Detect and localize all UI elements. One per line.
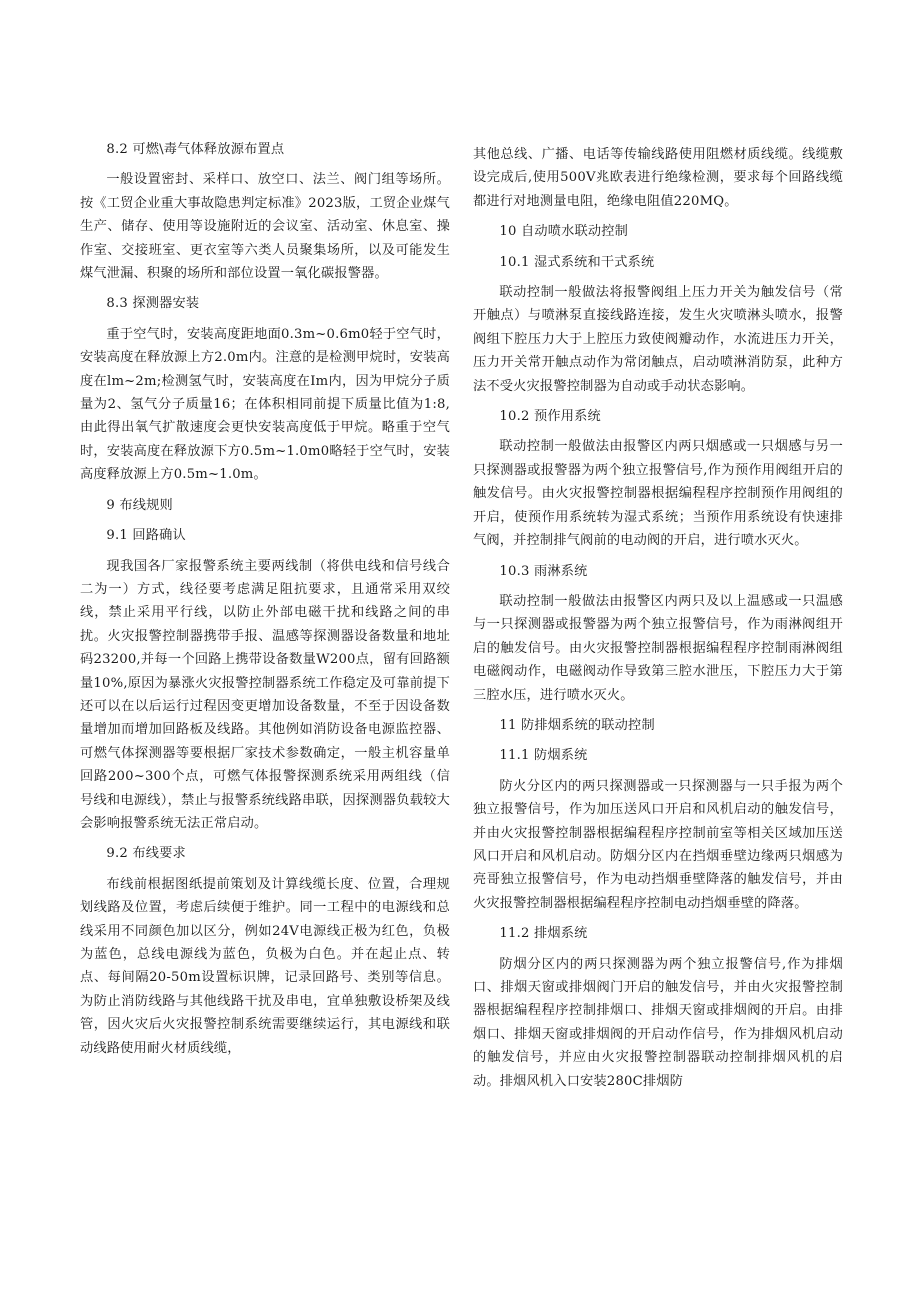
section-heading: 11.2 排烟系统 [499, 926, 588, 942]
section-heading: 10.1 湿式系统和干式系统 [499, 254, 655, 270]
section-heading: 8.2 可燃\毒气体释放源布置点 [106, 142, 285, 157]
section-heading: 9.1 回路确认 [106, 528, 186, 544]
paragraph: 一般设置密封、采样口、放空口、法兰、阀门组等场所。按《工贸企业重大事故隐患判定标准》2023版，工贸企业煤气生产、储存、使用等设施附近的会议室、活动室、休息室、操作室、交接班室、更衣室等六类人员聚集场所，以及可能发生煤气泄漏、积聚的场所和部位设置一氧化碳报警器。 [80, 172, 450, 282]
paragraph: 防烟分区内的两只探测器为两个独立报警信号,作为排烟口、排烟天窗或排烟阀门开启的触发信号，并由火灾报警控制器根据编程程序控制排烟口、排烟天窗或排烟阀的开启。由排烟口、排烟天窗或排烟阀的开启动作信号，作为排烟风机启动的触发信号，并应由火灾报警控制器联动控制排烟风机的启动。排烟风机入口安装280C排烟防 [473, 956, 843, 1089]
section-heading: 8.3 探测器安装 [106, 296, 200, 312]
section-heading: 9 布线规则 [106, 497, 173, 513]
left-column [80, 138, 450, 1067]
paragraph: 防火分区内的两只探测器或一只探测器与一只手报为两个独立报警信号，作为加压送风口开启和风机启动的触发信号，并由火灾报警控制器根据编程程序控制前室等相关区域加压送风口开启和风机启动。防烟分区内在挡烟垂壁边缘两只烟感为亮哥独立报警信号，作为电动挡烟垂壁降落的触发信号，并由火灾报警控制器根据编程程序控制电动挡烟垂壁的降落。 [473, 778, 843, 911]
paragraph-continued: 其他总线、广播、电话等传输线路使用阻燃材质线缆。线缆敷设完成后,使用500V兆欧表进行绝缘检测，要求每个回路线缆都进行对地测量电阻，绝缘电阻值220MQ。 [473, 147, 843, 209]
section-heading: 9.2 布线要求 [106, 846, 186, 862]
paragraph: 联动控制一般做法将报警阀组上压力开关为触发信号（常开触点）与喷淋泵直接线路连接，发生火灾喷淋头喷水，报警阀组下腔压力大于上腔压力致使阀瓣动作，水流进压力开关，压力开关常开触点动作为常闭触点，启动喷淋消防泵，此种方法不受火灾报警控制器为自动或手动状态影响。 [473, 285, 843, 394]
paragraph: 布线前根据图纸提前策划及计算线缆长度、位置，合理规划线路及位置，考虑后续便于维护。同一工程中的电源线和总线采用不同颜色加以区分，例如24V电源线正极为红色，负极为蓝色，总线电源线为蓝色，负极为白色。并在起止点、转点、每间隔20-50m设置标识牌，记录回路号、类别等信息。为防止消防线路与其他线路干扰及串电，宜单独敷设桥架及线管，因火灾后火灾报警控制系统需要继续运行，其电源线和联动线路使用耐火材质线缆， [80, 876, 450, 1056]
paragraph: 联动控制一般做法由报警区内两只及以上温感或一只温感与一只探测器或报警器为两个独立报警信号，作为雨淋阀组开启的触发信号。由火灾报警控制器根据编程程序控制雨淋阀组电磁阀动作，电磁阀动作导致第三腔水泄压，下腔压力大于第三腔水压，进行喷水灭火。 [473, 593, 843, 703]
right-column [473, 143, 843, 1100]
section-heading: 11.1 防烟系统 [499, 748, 588, 764]
paragraph: 联动控制一般做法由报警区内两只烟感或一只烟感与另一只探测器或报警器为两个独立报警信号,作为预作用阀组开启的触发信号。由火灾报警控制器根据编程程序控制预作用阀组的开启，使预作用系统转为湿式系统；当预作用系统设有快速排气阀，并控制排气阀前的电动阀的开启，进行喷水灭火。 [473, 439, 843, 549]
section-heading: 11 防排烟系统的联动控制 [499, 717, 655, 733]
paragraph: 现我国各厂家报警系统主要两线制（将供电线和信号线合二为一）方式，线径要考虑满足阻抗要求，且通常采用双绞线，禁止采用平行线，以防止外部电磁干扰和线路之间的串扰。火灾报警控制器携带手报、温感等探测器设备数量和地址码23200,并每一个回路上携带设备数量W200点，留有回路额量10%,原因为暴涨火灾报警控制器系统工作稳定及可靠前提下还可以在以后运行过程因变更增加设备数量，不至于因设备数量增加而增加回路板及线路。其他例如消防设备电源监控器、可燃气体探测器等要根据厂家技术参数确定，一般主机容量单回路200~300个点，可燃气体报警探测系统采用两组线（信号线和电源线），禁止与报警系统线路串联，因探测器负载较大会影响报警系统无法正常启动。 [80, 558, 450, 831]
section-heading: 10 自动喷水联动控制 [499, 224, 629, 240]
section-heading: 10.2 预作用系统 [499, 409, 601, 425]
section-heading: 10.3 雨淋系统 [499, 563, 588, 579]
paragraph: 重于空气时，安装高度距地面0.3m~0.6m0轻于空气时，安装高度在释放源上方2.0m内。注意的是检测甲烷时，安装高度在lm~2m;检测氢气时，安装高度在Im内，因为甲烷分子质量为2、氢气分子质量16；在体积相同前提下质量比值为1:8,由此得出氧气扩散速度会更快安装高度低于甲烷。略重于空气时，安装高度在释放源下方0.5m~1.0m0略轻于空气时，安装高度释放源上方0.5m~1.0m。 [80, 326, 450, 483]
